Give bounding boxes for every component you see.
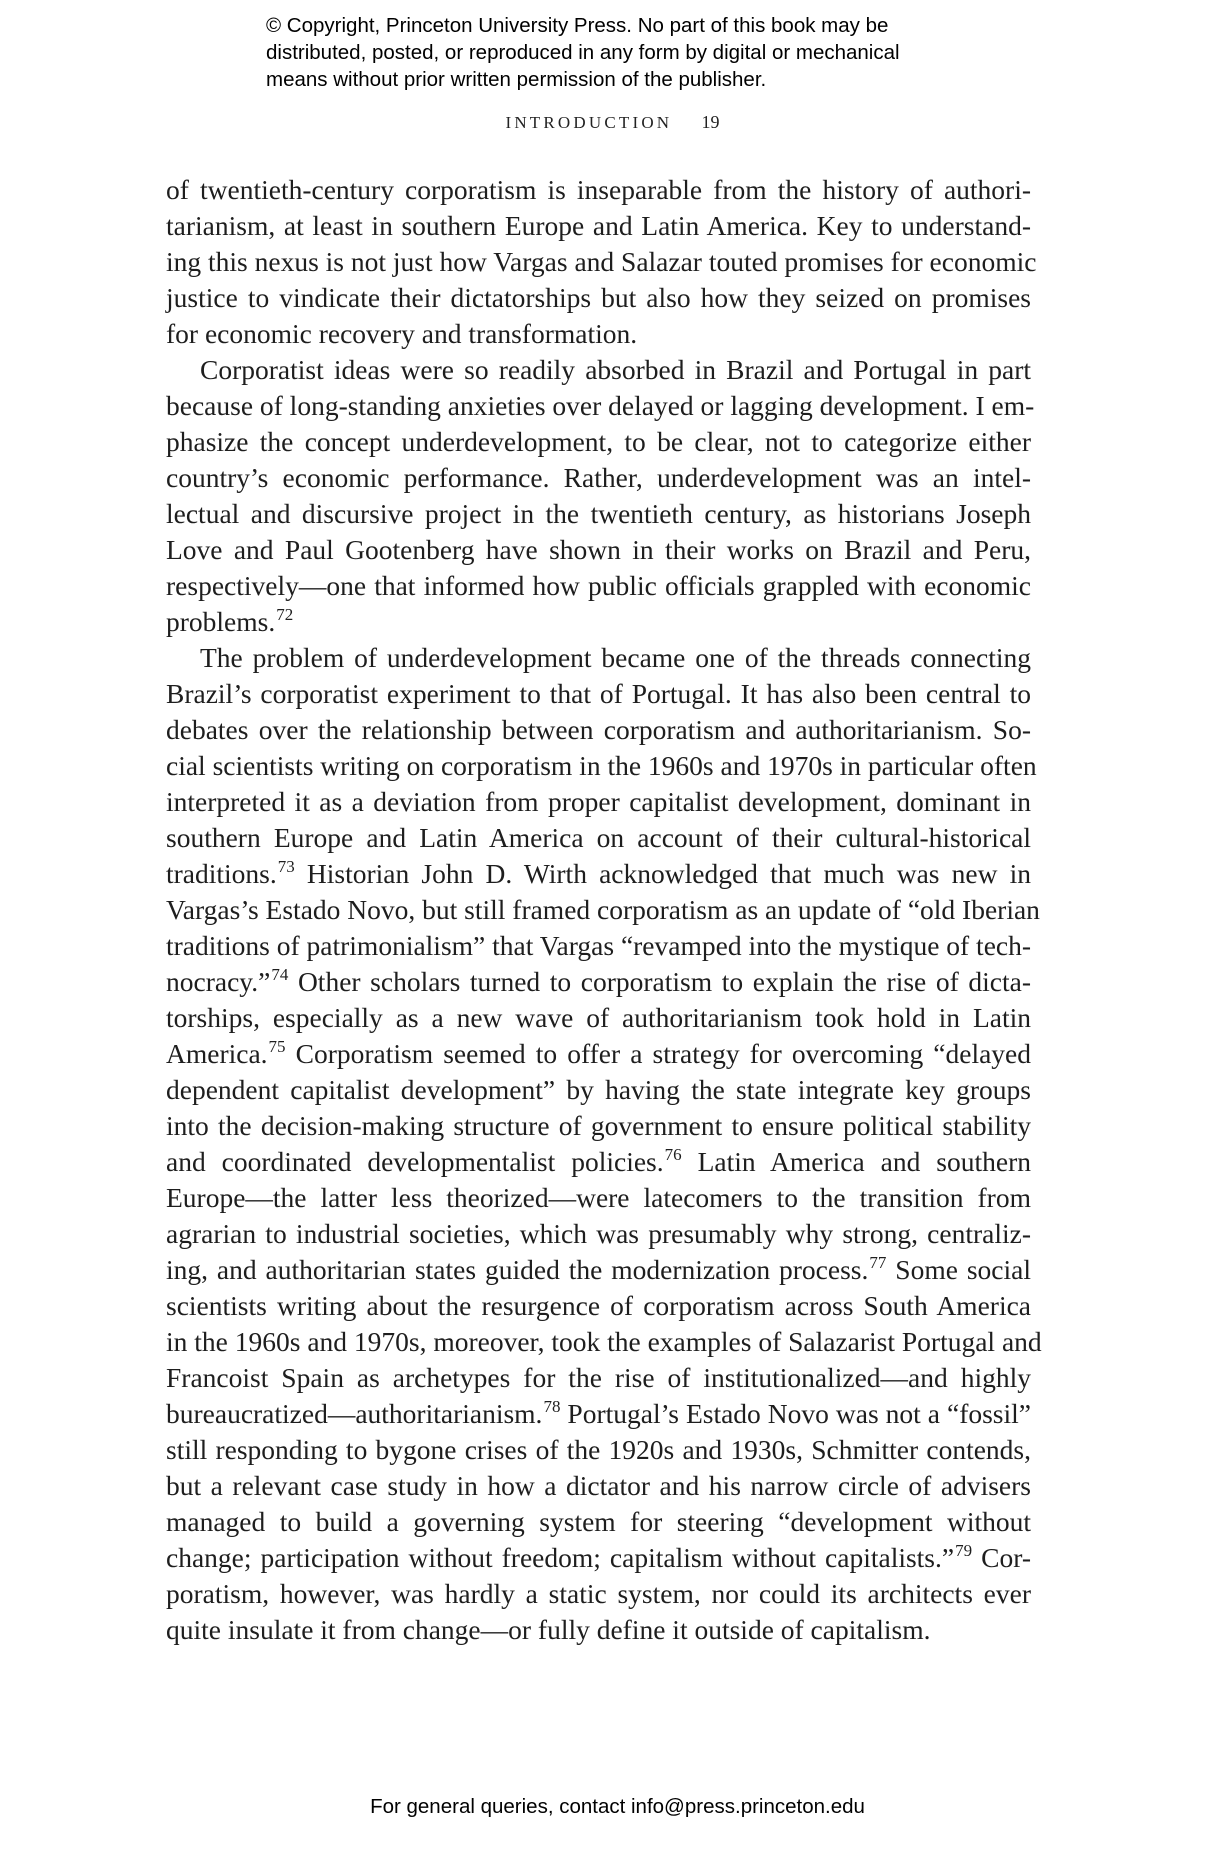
copyright-line: distributed, posted, or reproduced in any form by digital or mechanical xyxy=(266,41,900,64)
paragraph xyxy=(166,640,1042,1648)
line-text: poratism, however, was hardly a static system, nor could its architects ever xyxy=(166,1578,1031,1609)
text-line xyxy=(166,424,1031,460)
text-line xyxy=(166,316,1031,352)
line-text: traditions of patrimonialism” that Vargas “revamped into the mystique of tech- xyxy=(166,930,1032,961)
line-text-continued: Portugal’s Estado Novo was not a “fossil” xyxy=(560,1398,1031,1429)
text-line xyxy=(166,748,1037,784)
line-text: Love and Paul Gootenberg have shown in their works on Brazil and Peru, xyxy=(166,534,1031,565)
footnote-reference[interactable]: 73 xyxy=(277,857,295,876)
line-text: respectively—one that informed how public officials grappled with economic xyxy=(166,570,1031,601)
footnote-reference[interactable]: 75 xyxy=(268,1037,286,1056)
text-line xyxy=(166,1540,1031,1576)
line-text: of twentieth-century corporatism is inseparable from the history of authori- xyxy=(166,174,1031,205)
text-line xyxy=(166,1504,1031,1540)
text-line xyxy=(166,1252,1031,1288)
line-text: cial scientists writing on corporatism in the 1960s and 1970s in particular often xyxy=(166,750,1037,781)
text-line xyxy=(166,208,1031,244)
text-line xyxy=(166,820,1031,856)
line-text: country’s economic performance. Rather, underdevelopment was an intel- xyxy=(166,462,1031,493)
line-text: dependent capitalist development” by having the state integrate key groups xyxy=(166,1074,1031,1105)
text-line xyxy=(166,1324,1042,1360)
line-text: and coordinated developmentalist policies. xyxy=(166,1146,664,1177)
text-line xyxy=(166,1468,1031,1504)
text-line xyxy=(166,1036,1031,1072)
footnote-reference[interactable]: 77 xyxy=(869,1253,887,1272)
copyright-line: means without prior written permission of the publisher. xyxy=(266,68,767,91)
line-text: in the 1960s and 1970s, moreover, took the examples of Salazarist Portugal and xyxy=(166,1326,1042,1357)
footnote-reference[interactable]: 76 xyxy=(664,1145,682,1164)
text-line xyxy=(166,784,1031,820)
text-line xyxy=(166,1108,1031,1144)
text-line xyxy=(166,928,1031,964)
text-line xyxy=(166,1216,1031,1252)
line-text: scientists writing about the resurgence of corporatism across South America xyxy=(166,1290,1031,1321)
line-text: justice to vindicate their dictatorships but also how they seized on promises xyxy=(166,282,1031,313)
text-line xyxy=(166,1396,1031,1432)
footer-contact: For general queries, contact info@press.princeton.edu xyxy=(370,1795,865,1818)
text-line xyxy=(166,568,1031,604)
footnote-reference[interactable]: 78 xyxy=(543,1397,561,1416)
line-text-continued: Corporatism seemed to offer a strategy for overcoming “delayed xyxy=(285,1038,1031,1069)
text-line xyxy=(166,1432,1031,1468)
line-text: into the decision-making structure of government to ensure political stability xyxy=(166,1110,1031,1141)
line-text: Europe—the latter less theorized—were latecomers to the transition from xyxy=(166,1182,1031,1213)
text-line xyxy=(166,892,1040,928)
line-text-continued: Other scholars turned to corporatism to explain the rise of dicta- xyxy=(288,966,1031,997)
text-line xyxy=(166,1360,1031,1396)
line-text: problems. xyxy=(166,606,276,637)
copyright-line: © Copyright, Princeton University Press. No part of this book may be xyxy=(266,14,889,37)
line-text: lectual and discursive project in the twentieth century, as historians Joseph xyxy=(166,498,1031,529)
line-text: interpreted it as a deviation from proper capitalist development, dominant in xyxy=(166,786,1031,817)
text-line xyxy=(166,388,1035,424)
line-text: bureaucratized—authoritarianism. xyxy=(166,1398,543,1429)
text-line xyxy=(166,640,1031,676)
line-text: for economic recovery and transformation. xyxy=(166,318,638,349)
running-head xyxy=(0,112,1225,133)
line-text: change; participation without freedom; capitalism without capitalists.” xyxy=(166,1542,955,1573)
text-line xyxy=(166,244,1037,280)
line-text: America. xyxy=(166,1038,268,1069)
line-text: The problem of underdevelopment became one of the threads connecting xyxy=(200,642,1031,673)
line-text: Francoist Spain as archetypes for the rise of institutionalized—and highly xyxy=(166,1362,1031,1393)
line-text: managed to build a governing system for steering “development without xyxy=(166,1506,1031,1537)
line-text: quite insulate it from change—or fully define it outside of capitalism. xyxy=(166,1614,931,1645)
line-text-continued: Historian John D. Wirth acknowledged that much was new in xyxy=(294,858,1031,889)
text-line xyxy=(166,496,1031,532)
copyright-notice xyxy=(266,12,986,93)
line-text: still responding to bygone crises of the 1920s and 1930s, Schmitter contends, xyxy=(166,1434,1031,1465)
text-line xyxy=(166,964,1031,1000)
line-text: ing, and authoritarian states guided the modernization process. xyxy=(166,1254,869,1285)
paragraph xyxy=(166,172,1037,352)
text-line xyxy=(166,1072,1031,1108)
text-line xyxy=(166,856,1031,892)
line-text: ing this nexus is not just how Vargas and Salazar touted promises for economic xyxy=(166,246,1037,277)
line-text: but a relevant case study in how a dictator and his narrow circle of advisers xyxy=(166,1470,1031,1501)
line-text: agrarian to industrial societies, which was presumably why strong, centraliz- xyxy=(166,1218,1031,1249)
line-text: tarianism, at least in southern Europe and Latin America. Key to understand- xyxy=(166,210,1031,241)
body-text xyxy=(166,172,1042,1648)
page-number: 19 xyxy=(701,112,720,132)
line-text: Vargas’s Estado Novo, but still framed corporatism as an update of “old Iberian xyxy=(166,894,1040,925)
paragraph xyxy=(166,352,1035,640)
text-line xyxy=(166,280,1031,316)
text-line xyxy=(166,1000,1031,1036)
footnote-reference[interactable]: 74 xyxy=(271,965,289,984)
text-line xyxy=(166,172,1031,208)
line-text: nocracy.” xyxy=(166,966,271,997)
text-line xyxy=(166,604,1031,640)
line-text: southern Europe and Latin America on account of their cultural-historical xyxy=(166,822,1031,853)
text-line xyxy=(166,1288,1031,1324)
text-line xyxy=(166,712,1031,748)
line-text-continued: Cor- xyxy=(972,1542,1031,1573)
text-line xyxy=(166,460,1031,496)
text-line xyxy=(166,1576,1031,1612)
text-line xyxy=(166,532,1031,568)
line-text: Brazil’s corporatist experiment to that of Portugal. It has also been central to xyxy=(166,678,1031,709)
text-line xyxy=(166,1180,1031,1216)
line-text-continued: Latin America and southern xyxy=(681,1146,1031,1177)
footnote-reference[interactable]: 79 xyxy=(955,1541,973,1560)
line-text: phasize the concept underdevelopment, to be clear, not to categorize either xyxy=(166,426,1031,457)
text-line xyxy=(166,1144,1031,1180)
line-text: torships, especially as a new wave of authoritarianism took hold in Latin xyxy=(166,1002,1031,1033)
text-line xyxy=(166,1612,1031,1648)
line-text-continued: Some social xyxy=(886,1254,1031,1285)
line-text: debates over the relationship between corporatism and authoritarianism. So- xyxy=(166,714,1031,745)
line-text: traditions. xyxy=(166,858,277,889)
text-line xyxy=(166,352,1031,388)
footnote-reference[interactable]: 72 xyxy=(276,605,294,624)
line-text: Corporatist ideas were so readily absorbed in Brazil and Portugal in part xyxy=(200,354,1031,385)
section-title: INTRODUCTION xyxy=(505,113,673,132)
line-text: because of long-standing anxieties over delayed or lagging development. I em- xyxy=(166,390,1035,421)
text-line xyxy=(166,676,1031,712)
